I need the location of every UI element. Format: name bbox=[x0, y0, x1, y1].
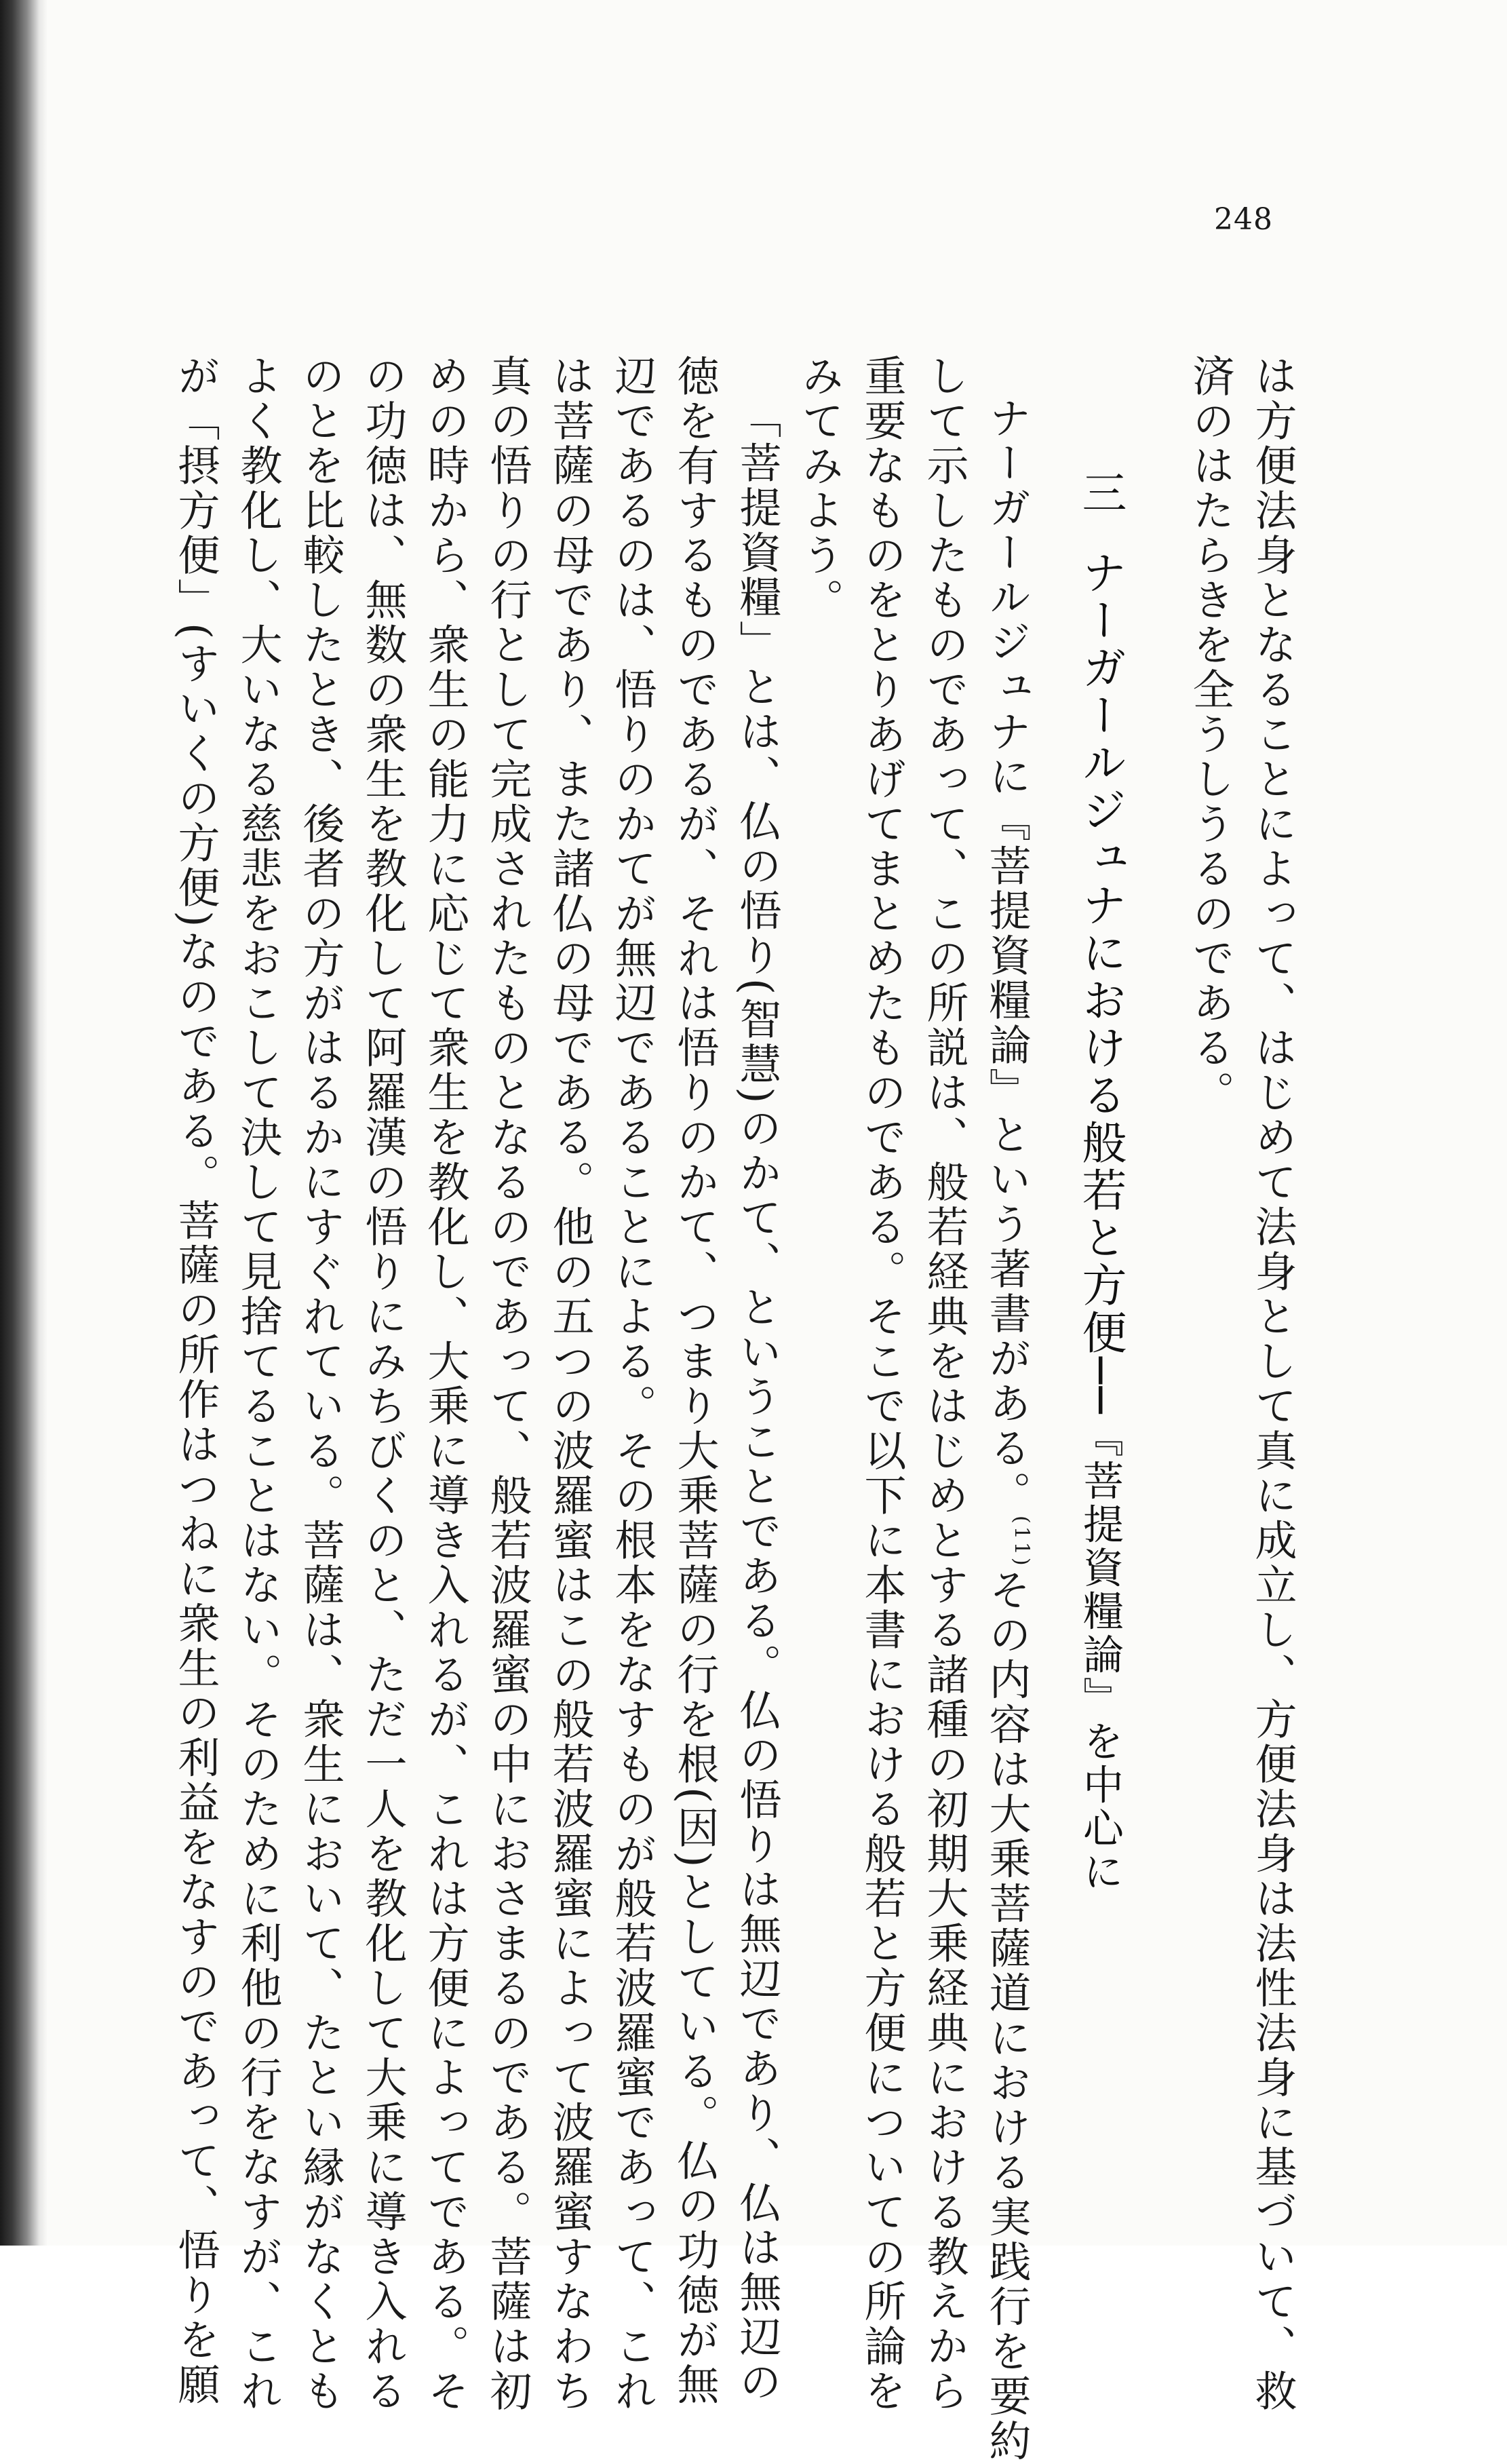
paragraph-line: めの時から、衆生の能力に応じて衆生を教化し、大乗に導き入れるが、これは方便によってである。そ bbox=[420, 354, 470, 2414]
paragraph-text: その内容は大乗菩薩道における実践行を要約 bbox=[982, 1568, 1032, 2464]
page-number: 248 bbox=[1214, 202, 1273, 237]
section-title: ナーガールジュナにおける般若と方便 bbox=[1074, 550, 1127, 1357]
paragraph-line: よく教化し、大いなる慈悲をおこして決して見捨てることはない。そのために利他の行をなすが、これ bbox=[233, 354, 283, 2414]
paragraph-line: みてみよう。 bbox=[795, 354, 844, 623]
paragraph-text: ナーガールジュナに『菩提資糧論』という著書がある。 bbox=[982, 396, 1032, 1516]
paragraph-line: が「摂方便」(すいくの方便)なのである。菩薩の所作はつねに衆生の利益をなすのであって、悟りを願 bbox=[171, 354, 220, 2408]
paragraph-line: 真の悟りの行として完成されたものとなるのであって、般若波羅蜜の中におさまるのである。菩薩は初 bbox=[483, 354, 532, 2414]
paragraph-line: のとを比較したとき、後者の方がはるかにすぐれている。菩薩は、衆生において、たとい縁がなくとも bbox=[296, 354, 345, 2414]
section-number: 三 bbox=[1074, 469, 1127, 522]
paragraph-line: 「菩提資糧」とは、仏の悟り(智慧)のかて、ということである。仏の悟りは無辺であり、仏は無辺の bbox=[732, 396, 782, 2405]
text-column: は方便法身となることによって、はじめて法身として真に成立し、方便法身は法性法身に基づいて、救 bbox=[1248, 354, 1297, 2414]
footnote-marker: (11) bbox=[1009, 1516, 1034, 1568]
text-column: 済のはたらきを全うしうるのである。 bbox=[1186, 354, 1235, 1115]
binding-shadow bbox=[0, 0, 47, 2246]
section-heading bbox=[1069, 354, 1131, 2247]
vertical-text-block bbox=[164, 354, 1304, 2464]
paragraph-line: は菩薩の母であり、また諸仏の母である。他の五つの波羅蜜はこの般若波羅蜜によって波羅蜜すなわち bbox=[545, 354, 595, 2414]
paragraph-line: の功徳は、無数の衆生を教化して阿羅漢の悟りにみちびくのと、ただ一人を教化して大乗に導き入れる bbox=[358, 354, 408, 2414]
paragraph-line bbox=[975, 354, 1038, 2464]
heading-dash: ── bbox=[1074, 1357, 1127, 1417]
section-subtitle: 『菩提資糧論』を中心に bbox=[1076, 1416, 1124, 1894]
paragraph-line: 重要なものをとりあげてまとめたものである。そこで以下に本書における般若と方便についての所論を bbox=[857, 354, 907, 2414]
paragraph-line: 徳を有するものであるが、それは悟りのかて、つまり大乗菩薩の行を根(因)としている。仏の功徳が無 bbox=[670, 354, 720, 2408]
paragraph-line: 辺であるのは、悟りのかてが無辺であることによる。その根本をなすものが般若波羅蜜であって、これ bbox=[608, 354, 657, 2414]
paragraph-line: して示したものであって、この所説は、般若経典をはじめとする諸種の初期大乗経典における教えから bbox=[920, 354, 969, 2414]
